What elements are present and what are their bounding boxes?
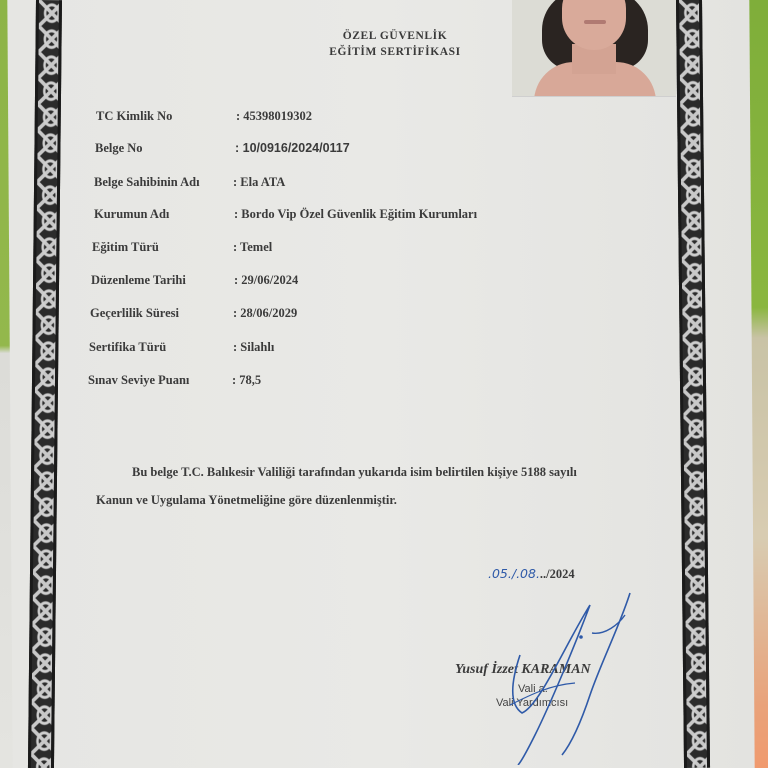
field-value: : 10/0916/2024/0117: [235, 141, 350, 155]
field-label: Eğitim Türü: [92, 240, 159, 254]
signer-title-2: Vali Yardımcısı: [496, 697, 569, 709]
field-value: : Temel: [233, 240, 273, 254]
field-label: Sertifika Türü: [89, 340, 167, 354]
handwritten-date: .05./.08.: [488, 566, 540, 581]
certificate-title: [300, 28, 490, 60]
signer-title-1: Vali a.: [518, 683, 548, 695]
printed-year: ../2024: [539, 567, 575, 581]
field-value: : 78,5: [232, 373, 262, 387]
title-line-1: ÖZEL GÜVENLİK: [342, 30, 448, 42]
field-label: Sınav Seviye Puanı: [88, 373, 190, 387]
field-value: : 45398019302: [236, 109, 313, 123]
field-value: : Ela ATA: [233, 175, 286, 189]
field-label: Belge No: [95, 141, 143, 155]
field-label: Geçerlilik Süresi: [90, 306, 179, 320]
field-label: Kurumun Adı: [94, 207, 170, 221]
signing-date: [488, 566, 575, 582]
field-value: : Silahlı: [233, 340, 275, 354]
field-label: TC Kimlik No: [96, 109, 173, 123]
portrait-photo: [512, 0, 676, 97]
field-label: Düzenleme Tarihi: [91, 273, 186, 287]
field-value: : 28/06/2029: [233, 306, 298, 320]
field-value: : 29/06/2024: [234, 273, 299, 287]
statement-line-1: Bu belge T.C. Balıkesir Valiliği tarafından yukarıda isim belirtilen kişiye 5188 sayılı: [132, 465, 577, 479]
signer-name: Yusuf İzzet KARAMAN: [455, 662, 591, 677]
legal-statement: [96, 458, 686, 514]
title-line-2: EĞİTİM SERTİFİKASI: [329, 46, 461, 58]
field-value: : Bordo Vip Özel Güvenlik Eğitim Kurumları: [234, 207, 478, 221]
field-label: Belge Sahibinin Adı: [94, 175, 200, 189]
photo-mouth: [584, 20, 606, 24]
statement-line-2: Kanun ve Uygulama Yönetmeliğine göre düzenlenmiştir.: [96, 493, 397, 507]
